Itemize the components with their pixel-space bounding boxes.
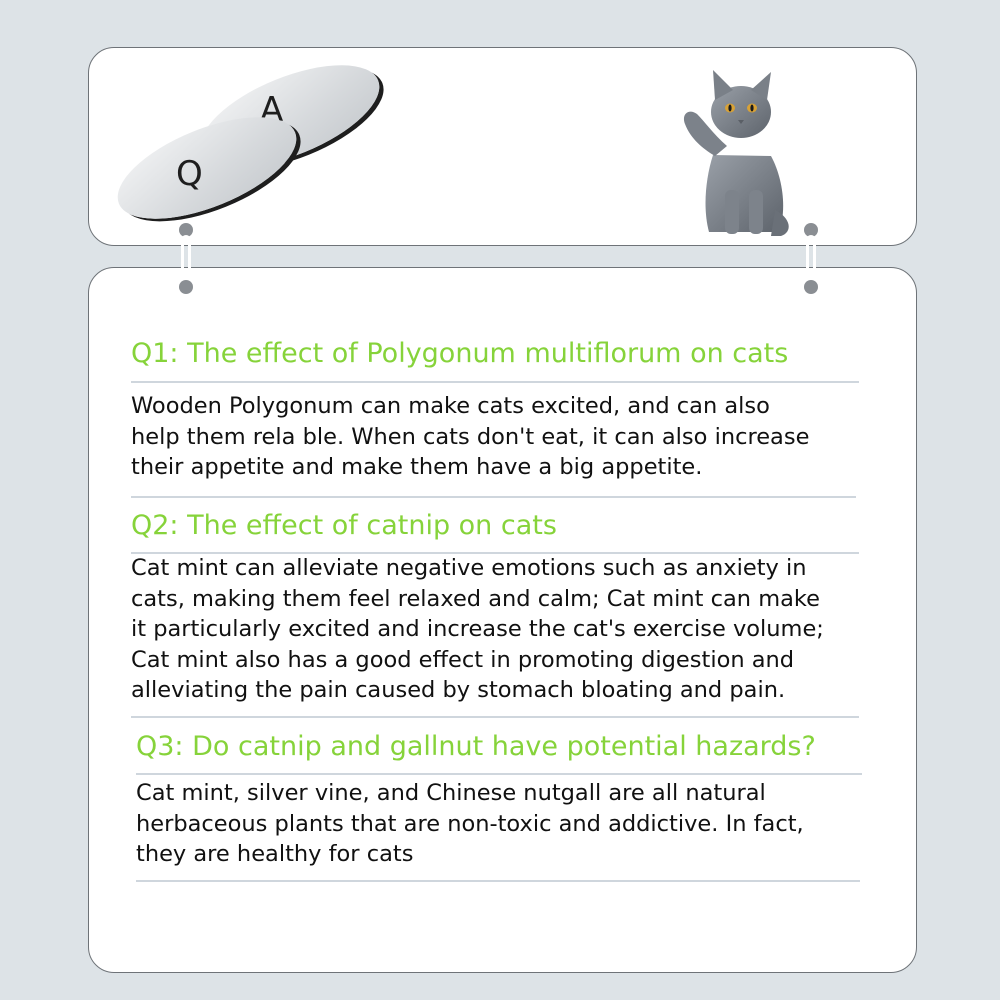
cat-icon (675, 60, 805, 240)
faq-question-3: Q3: Do catnip and gallnut have potential hazards? (136, 731, 816, 762)
faq-answer-3: Cat mint, silver vine, and Chinese nutgall are all natural herbaceous plants that are non-toxic and addictive. In fact, they are healthy for cats (136, 780, 804, 867)
faq-answer-2: Cat mint can alleviate negative emotions such as anxiety in cats, making them feel relaxed and calm; Cat mint can make it particularly excited and increase the cat's exercise volume; Cat mint also has a good effect in promoting digestion and alleviating the pain caused by stomach bloating and pain. (131, 555, 824, 703)
faq-question-1: Q1: The effect of Polygonum multiflorum on cats (131, 338, 789, 369)
binder-ring-right-link (806, 235, 816, 285)
faq-question-2: Q2: The effect of catnip on cats (131, 510, 557, 541)
answer-bubble-letter: A (260, 90, 284, 131)
divider (136, 880, 860, 882)
divider (131, 496, 856, 498)
divider (131, 716, 859, 718)
question-bubble-letter: Q (175, 154, 203, 195)
faq-answer-1: Wooden Polygonum can make cats excited, and can also help them rela ble. When cats don't eat, it can also increase their appetite and make them have a big appetite. (131, 393, 810, 480)
divider (131, 381, 859, 383)
divider (136, 773, 862, 775)
binder-ring-right-bottom (804, 280, 818, 294)
binder-ring-left-link (181, 235, 191, 285)
binder-ring-left-bottom (179, 280, 193, 294)
